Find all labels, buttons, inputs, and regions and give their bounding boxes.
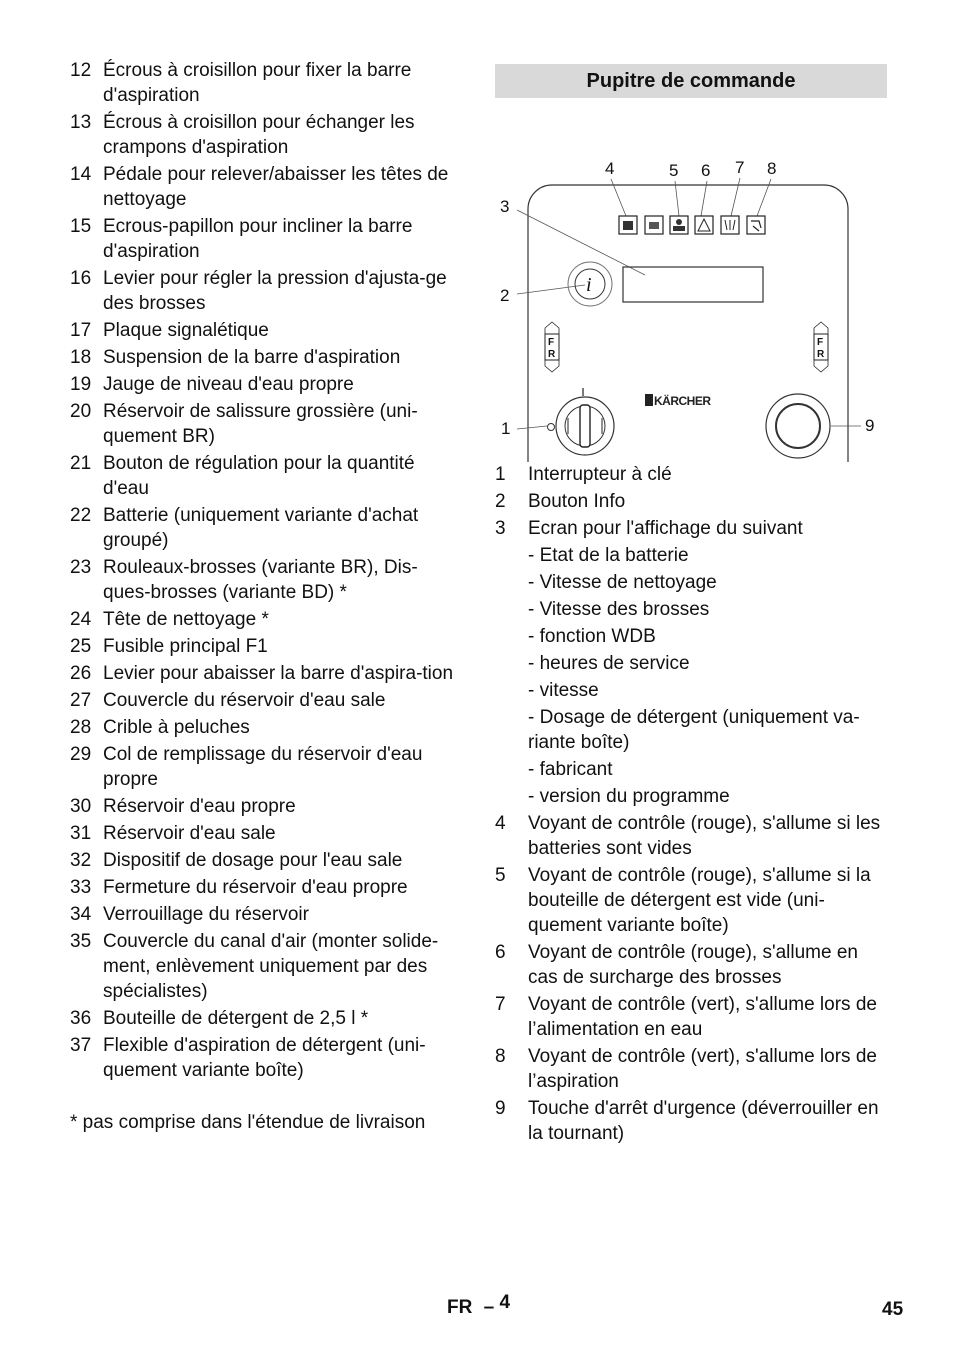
item-text: Voyant de contrôle (rouge), s'allume si la bouteille de détergent est vide (uni-quement variante boîte) bbox=[528, 865, 871, 936]
item-number: 17 bbox=[70, 320, 92, 341]
item-number: 2 bbox=[495, 491, 506, 512]
callout-1: 1 bbox=[501, 419, 511, 438]
reverse-label-left: R bbox=[548, 349, 556, 360]
item-number: 26 bbox=[70, 663, 92, 684]
sub-item: - fonction WDB bbox=[528, 626, 656, 647]
item-text: Couvercle du réservoir d'eau sale bbox=[103, 690, 386, 711]
item-text: Pédale pour relever/abaisser les têtes de nettoyage bbox=[103, 164, 449, 210]
item-number: 32 bbox=[70, 850, 92, 871]
item-number: 28 bbox=[70, 717, 92, 738]
item-number: 9 bbox=[495, 1098, 506, 1119]
item-number: 21 bbox=[70, 453, 92, 474]
item-text: Levier pour régler la pression d'ajusta-ge des brosses bbox=[103, 268, 447, 314]
item-number: 15 bbox=[70, 216, 92, 237]
item-text: Verrouillage du réservoir bbox=[103, 904, 309, 925]
footnote: * pas comprise dans l'étendue de livraison bbox=[70, 1112, 426, 1133]
item-number: 27 bbox=[70, 690, 92, 711]
item-text: Levier pour abaisser la barre d'aspira-tion bbox=[103, 663, 454, 684]
display-screen bbox=[623, 267, 763, 302]
list-item bbox=[70, 503, 462, 553]
item-number: 13 bbox=[70, 112, 92, 133]
item-text: Jauge de niveau d'eau propre bbox=[103, 374, 354, 395]
legend-item bbox=[495, 992, 887, 1042]
item-text: Voyant de contrôle (vert), s'allume lors de l’aspiration bbox=[528, 1046, 877, 1092]
control-panel-drawing bbox=[495, 112, 887, 462]
item-number: 12 bbox=[70, 60, 92, 81]
list-item bbox=[70, 318, 462, 343]
legend-item bbox=[495, 940, 887, 990]
item-text: Dispositif de dosage pour l'eau sale bbox=[103, 850, 403, 871]
sub-item: - version du programme bbox=[528, 786, 730, 807]
item-text: Fusible principal F1 bbox=[103, 636, 268, 657]
item-text: Col de remplissage du réservoir d'eau propre bbox=[103, 744, 423, 790]
sub-item: - fabricant bbox=[528, 759, 613, 780]
list-item bbox=[70, 929, 462, 1004]
item-text: Voyant de contrôle (vert), s'allume lors de l’alimentation en eau bbox=[528, 994, 877, 1040]
footer-separator: – bbox=[483, 1297, 495, 1318]
list-item bbox=[70, 661, 462, 686]
item-text: Voyant de contrôle (rouge), s'allume si les batteries sont vides bbox=[528, 813, 881, 859]
item-text: Ecrous-papillon pour incliner la barre d'aspiration bbox=[103, 216, 413, 262]
legend-item bbox=[495, 863, 887, 938]
detergent-empty-icon bbox=[645, 216, 663, 234]
sub-item: - heures de service bbox=[528, 653, 690, 674]
sub-item: - Vitesse des brosses bbox=[528, 599, 710, 620]
list-item bbox=[70, 715, 462, 740]
item-number: 36 bbox=[70, 1008, 92, 1029]
left-column bbox=[70, 58, 462, 1135]
item-text: Flexible d'aspiration de détergent (uni-quement variante boîte) bbox=[103, 1035, 426, 1081]
item-text: Bouton de régulation pour la quantité d'eau bbox=[103, 453, 415, 499]
list-item bbox=[70, 688, 462, 713]
list-item bbox=[70, 794, 462, 819]
list-item bbox=[70, 1033, 462, 1083]
legend-item bbox=[495, 462, 887, 487]
callout-6: 6 bbox=[701, 161, 711, 180]
list-item bbox=[70, 555, 462, 605]
list-item bbox=[70, 110, 462, 160]
callout-2: 2 bbox=[500, 286, 510, 305]
callout-5: 5 bbox=[669, 161, 679, 180]
footer-subpage: 4 bbox=[499, 1292, 511, 1313]
callout-8: 8 bbox=[767, 159, 777, 178]
forward-label-right: F bbox=[817, 337, 824, 348]
item-number: 23 bbox=[70, 557, 92, 578]
suction-icon bbox=[747, 216, 765, 234]
karcher-logo bbox=[645, 393, 731, 408]
legend-list bbox=[495, 462, 887, 1146]
list-item bbox=[70, 451, 462, 501]
item-text: Rouleaux-brosses (variante BR), Dis-ques-brosses (variante BD) * bbox=[103, 557, 418, 603]
item-text: Touche d'arrêt d'urgence (déverrouiller en la tournant) bbox=[528, 1098, 879, 1144]
indicator-row bbox=[619, 216, 765, 234]
item-number: 7 bbox=[495, 994, 506, 1015]
forward-label-left: F bbox=[548, 337, 555, 348]
item-number: 33 bbox=[70, 877, 92, 898]
brush-overload-icon bbox=[670, 216, 688, 234]
sub-item: - Vitesse de nettoyage bbox=[528, 572, 717, 593]
item-number: 29 bbox=[70, 744, 92, 765]
page-number: 45 bbox=[882, 1299, 904, 1320]
item-text: Réservoir de salissure grossière (uni-quement BR) bbox=[103, 401, 418, 447]
display-sub-list bbox=[495, 543, 887, 809]
item-text: Tête de nettoyage * bbox=[103, 609, 269, 630]
list-item bbox=[70, 58, 462, 108]
item-number: 20 bbox=[70, 401, 92, 422]
item-text: Plaque signalétique bbox=[103, 320, 269, 341]
leader-lines bbox=[517, 178, 861, 429]
list-item bbox=[70, 902, 462, 927]
item-text: Bouteille de détergent de 2,5 l * bbox=[103, 1008, 369, 1029]
item-number: 22 bbox=[70, 505, 92, 526]
item-number: 37 bbox=[70, 1035, 92, 1056]
item-number: 3 bbox=[495, 518, 506, 539]
legend-item bbox=[495, 1044, 887, 1094]
emergency-stop-button bbox=[766, 394, 830, 458]
list-item bbox=[70, 214, 462, 264]
list-item bbox=[70, 875, 462, 900]
item-text: Crible à peluches bbox=[103, 717, 250, 738]
sub-item: - Etat de la batterie bbox=[528, 545, 689, 566]
callout-7: 7 bbox=[735, 158, 745, 177]
item-number: 18 bbox=[70, 347, 92, 368]
item-number: 5 bbox=[495, 865, 506, 886]
language-code: FR bbox=[447, 1297, 473, 1318]
item-text: Réservoir d'eau sale bbox=[103, 823, 276, 844]
item-text: Voyant de contrôle (rouge), s'allume en cas de surcharge des brosses bbox=[528, 942, 858, 988]
item-text: Suspension de la barre d'aspiration bbox=[103, 347, 401, 368]
item-text: Écrous à croisillon pour fixer la barre d'aspiration bbox=[103, 60, 412, 106]
info-button bbox=[568, 262, 612, 306]
list-item bbox=[70, 345, 462, 370]
list-item bbox=[70, 742, 462, 792]
item-number: 6 bbox=[495, 942, 506, 963]
reverse-label-right: R bbox=[817, 349, 825, 360]
parts-list bbox=[70, 58, 462, 1083]
item-text: Écrous à croisillon pour échanger les crampons d'aspiration bbox=[103, 112, 415, 158]
list-item bbox=[70, 266, 462, 316]
warning-icon bbox=[695, 216, 713, 234]
item-number: 19 bbox=[70, 374, 92, 395]
legend-item bbox=[495, 489, 887, 514]
legend-item bbox=[495, 1096, 887, 1146]
item-number: 34 bbox=[70, 904, 92, 925]
list-item bbox=[70, 634, 462, 659]
item-text: Batterie (uniquement variante d'achat groupé) bbox=[103, 505, 419, 551]
list-item bbox=[70, 607, 462, 632]
list-item bbox=[70, 848, 462, 873]
item-number: 30 bbox=[70, 796, 92, 817]
legend-item bbox=[495, 811, 887, 861]
item-text: Réservoir d'eau propre bbox=[103, 796, 296, 817]
info-icon: i bbox=[586, 274, 592, 296]
callout-9: 9 bbox=[865, 416, 875, 435]
right-column bbox=[495, 58, 887, 1148]
item-text: Interrupteur à clé bbox=[528, 464, 672, 485]
water-supply-icon bbox=[721, 216, 739, 234]
battery-empty-icon bbox=[619, 216, 637, 234]
sub-item: - Dosage de détergent (uniquement va-riante boîte) bbox=[528, 707, 860, 753]
item-text: Couvercle du canal d'air (monter solide-ment, enlèvement uniquement par des spécialistes) bbox=[103, 931, 439, 1002]
legend-item bbox=[495, 516, 887, 541]
page-footer-lang bbox=[447, 1292, 511, 1320]
callout-3: 3 bbox=[500, 197, 510, 216]
list-item bbox=[70, 821, 462, 846]
item-number: 4 bbox=[495, 813, 506, 834]
item-number: 8 bbox=[495, 1046, 506, 1067]
list-item bbox=[70, 372, 462, 397]
direction-switch-right bbox=[814, 322, 828, 372]
control-panel-figure bbox=[495, 112, 887, 462]
callout-4: 4 bbox=[605, 159, 615, 178]
direction-switch-left bbox=[545, 322, 559, 372]
section-title: Pupitre de commande bbox=[495, 64, 887, 98]
brand-label: KÄRCHER bbox=[654, 394, 711, 408]
item-number: 1 bbox=[495, 464, 506, 485]
item-number: 35 bbox=[70, 931, 92, 952]
item-number: 14 bbox=[70, 164, 92, 185]
list-item bbox=[70, 1006, 462, 1031]
item-number: 31 bbox=[70, 823, 92, 844]
list-item bbox=[70, 399, 462, 449]
key-switch bbox=[548, 388, 615, 455]
item-text: Ecran pour l'affichage du suivant bbox=[528, 518, 803, 539]
item-number: 25 bbox=[70, 636, 92, 657]
item-text: Bouton Info bbox=[528, 491, 626, 512]
sub-item: - vitesse bbox=[528, 680, 599, 701]
list-item bbox=[70, 162, 462, 212]
item-number: 24 bbox=[70, 609, 92, 630]
item-number: 16 bbox=[70, 268, 92, 289]
item-text: Fermeture du réservoir d'eau propre bbox=[103, 877, 408, 898]
